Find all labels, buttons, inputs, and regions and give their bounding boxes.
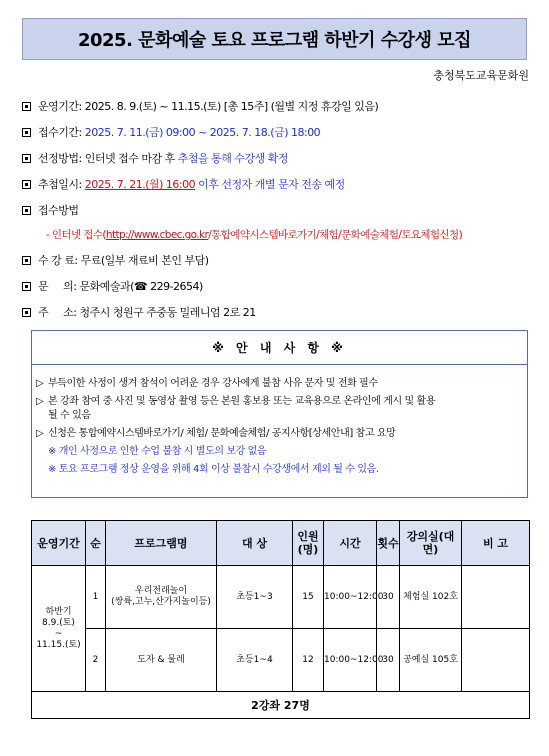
info-address: 주 소: 청주시 청원구 주중동 밀레니엄 2로 21 xyxy=(22,306,537,320)
table-total-row xyxy=(32,692,530,719)
target: 초등1~3 xyxy=(217,566,293,629)
info-period: 운영기간: 2025. 8. 9.(토) ~ 11.15.(토) [총 15주] (월별 지정 휴강일 있음) xyxy=(22,100,537,114)
col-header: 순 xyxy=(86,521,106,566)
triangle-bullet-icon: ▷ xyxy=(36,396,44,407)
period-cell: 하반기 8.9.(토) ~ 11.15.(토) xyxy=(32,566,86,692)
col-header: 인원(명) xyxy=(293,521,324,566)
square-bullet-icon xyxy=(22,102,31,111)
notice-item: ▷ 부득이한 사정이 생겨 참석이 어려운 경우 강사에게 불참 사유 문자 및 전화 필수 xyxy=(36,378,378,389)
col-header: 대 상 xyxy=(217,521,293,566)
program-name: 도자 & 물레 xyxy=(106,629,217,692)
sessions: 30 xyxy=(377,629,400,692)
info-selection: 선정방법: 인터넷 접수 마감 후 추첨을 통해 수강생 확정 xyxy=(22,152,537,166)
info-reception: 접수기간: 2025. 7. 11.(금) 09:00 ~ 2025. 7. 18.(금) 18:00 xyxy=(22,126,537,140)
col-header: 횟수 xyxy=(377,521,400,566)
info-method-detail: - 인터넷 접수(http://www.cbec.go.kr/통합예약시스템바로가기/체험/문화예술체험/토요체험신청) xyxy=(46,229,463,241)
notice-title: ※ 안 내 사 항 ※ xyxy=(32,331,527,365)
table-row xyxy=(32,566,530,629)
target: 초등1~4 xyxy=(217,629,293,692)
triangle-bullet-icon: ▷ xyxy=(36,428,44,439)
note xyxy=(462,566,530,629)
notice-star-item: ※ 토요 프로그램 정상 운영을 위해 4회 이상 불참시 수강생에서 제외 될 수 있음. xyxy=(48,464,379,475)
notice-item: ▷ 신청은 통합예약시스템바로가기/ 체험/ 문화예술체험/ 공지사항[상세안내] 참고 요망 xyxy=(36,428,396,439)
notice-box xyxy=(31,330,528,498)
info-contact: 문 의: 문화예술과(☎ 229-2654) xyxy=(22,280,537,294)
triangle-bullet-icon: ▷ xyxy=(36,378,44,389)
info-method: 접수방법 xyxy=(22,204,537,218)
info-lottery: 추첨일시: 2025. 7. 21.(월) 16:00 이후 선정자 개별 문자 전송 예정 xyxy=(22,178,537,192)
program-name: 우리전래놀이 (쌍륙,고누,산가지놀이등) xyxy=(106,566,217,629)
notice-star-item: ※ 개인 사정으로 인한 수업 불참 시 별도의 보강 없음 xyxy=(48,446,267,457)
notice-body xyxy=(36,377,522,481)
col-header: 시간 xyxy=(324,521,377,566)
organization-name: 충청북도교육문화원 xyxy=(433,69,529,82)
info-section xyxy=(22,100,537,332)
square-bullet-icon xyxy=(22,128,31,137)
time: 10:00~12:00 xyxy=(324,566,377,629)
capacity: 12 xyxy=(293,629,324,692)
col-header: 강의실(대면) xyxy=(400,521,462,566)
row-no: 2 xyxy=(86,629,106,692)
notice-item: ▷ 본 강좌 참여 중 사진 및 동영상 촬영 등은 본원 홍보용 또는 교육용으로 온라인에 게시 및 활용 xyxy=(36,396,436,407)
info-fee: 수 강 료: 무료(일부 재료비 본인 부담) xyxy=(22,254,537,268)
cbec-link[interactable]: http://www.cbec.go.kr xyxy=(105,229,209,241)
room: 공예실 105호 xyxy=(400,629,462,692)
page-title: 2025. 문화예술 토요 프로그램 하반기 수강생 모집 xyxy=(77,30,472,51)
notice-item-continued: 될 수 있음 xyxy=(48,410,91,421)
square-bullet-icon xyxy=(22,308,31,317)
square-bullet-icon xyxy=(22,154,31,163)
total-cell: 2강좌 27명 xyxy=(32,692,530,719)
row-no: 1 xyxy=(86,566,106,629)
note xyxy=(462,629,530,692)
sessions: 30 xyxy=(377,566,400,629)
col-header: 프로그램명 xyxy=(106,521,217,566)
program-table xyxy=(31,520,530,719)
square-bullet-icon xyxy=(22,180,31,189)
square-bullet-icon xyxy=(22,282,31,291)
table-header-row xyxy=(32,521,530,566)
capacity: 15 xyxy=(293,566,324,629)
table-row xyxy=(32,629,530,692)
time: 10:00~12:00 xyxy=(324,629,377,692)
col-header: 비 고 xyxy=(462,521,530,566)
title-banner xyxy=(22,18,527,60)
square-bullet-icon xyxy=(22,206,31,215)
square-bullet-icon xyxy=(22,256,31,265)
room: 체험실 102호 xyxy=(400,566,462,629)
col-header: 운영기간 xyxy=(32,521,86,566)
